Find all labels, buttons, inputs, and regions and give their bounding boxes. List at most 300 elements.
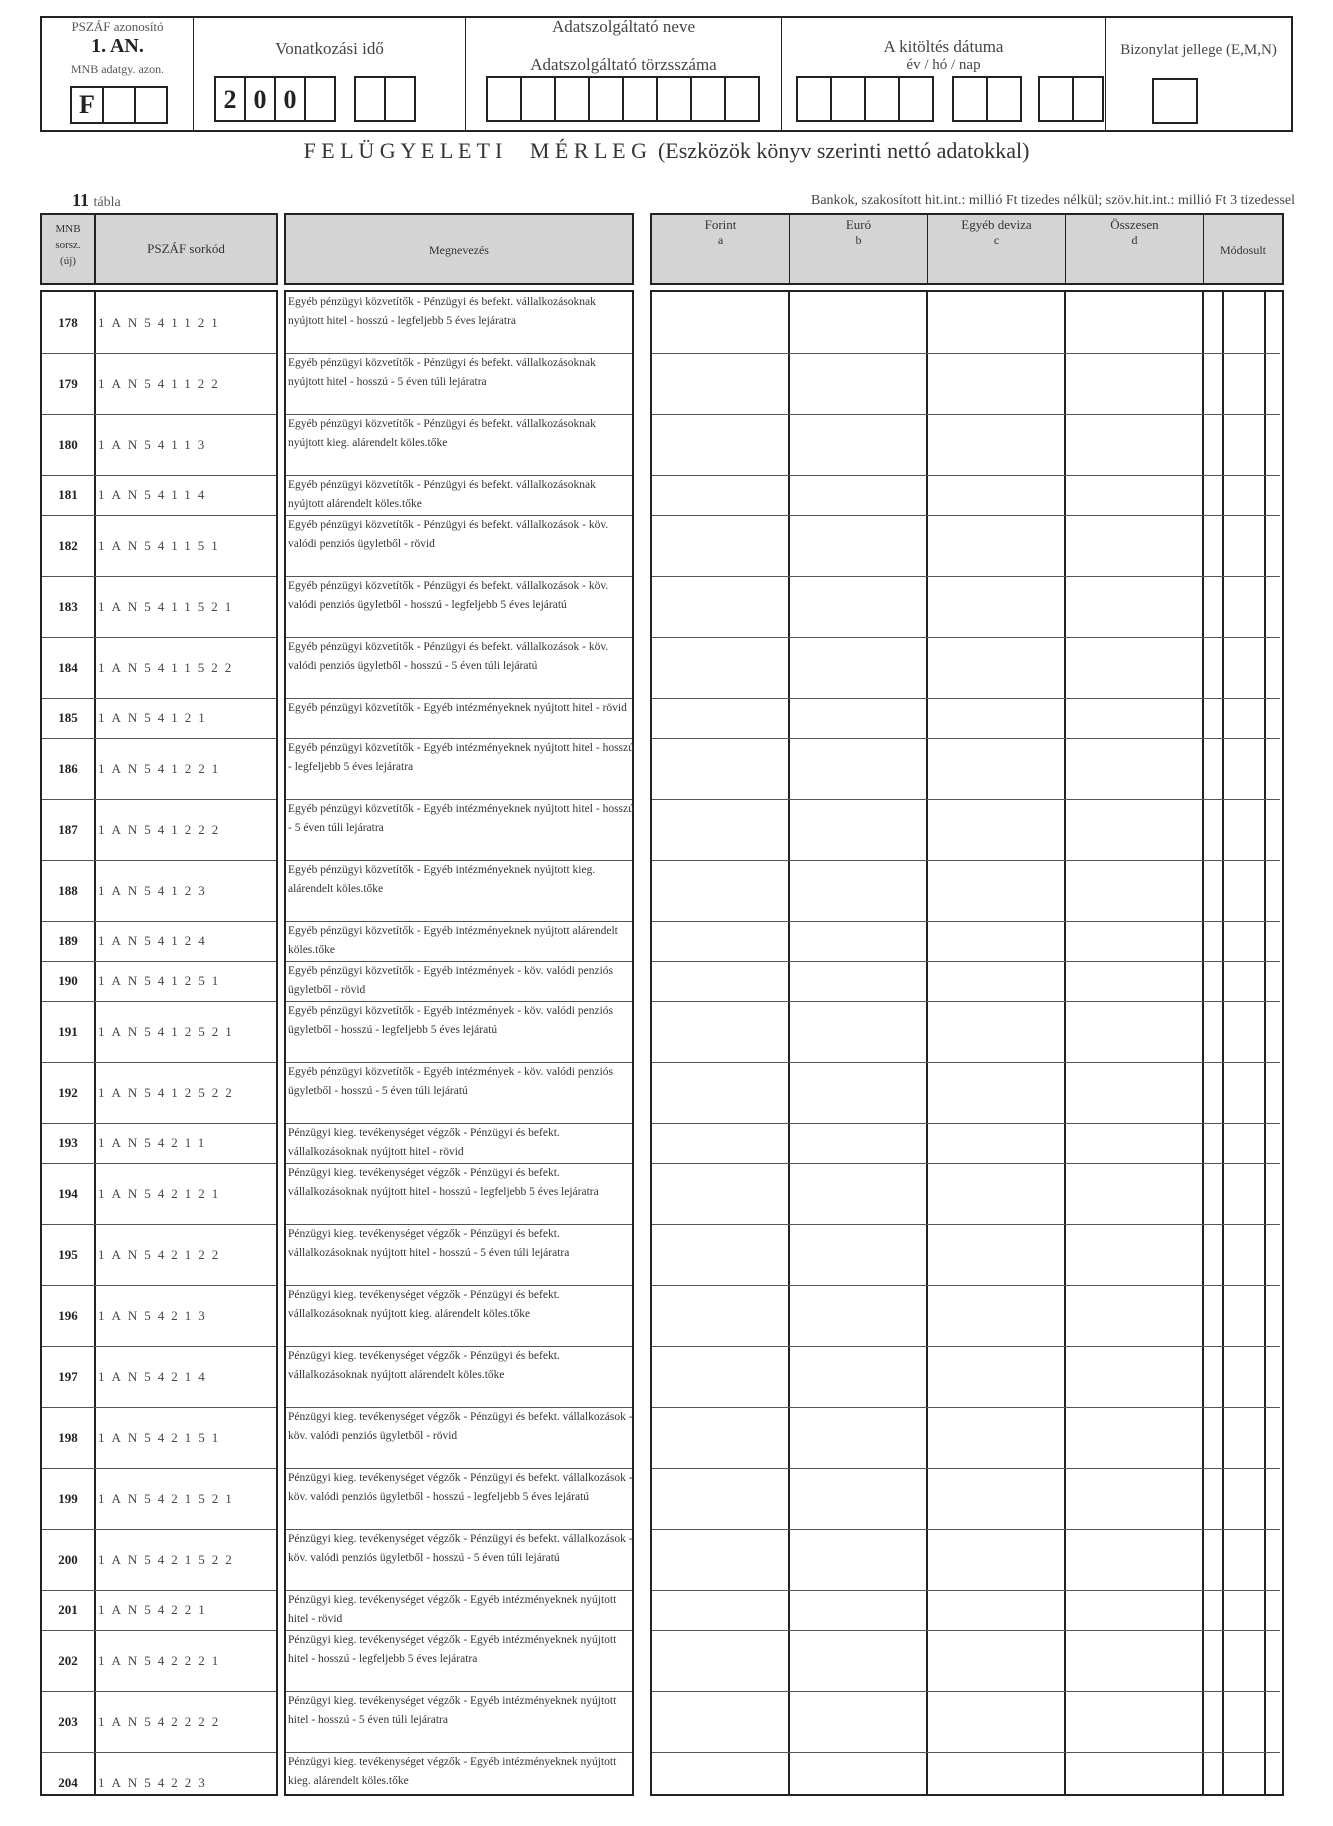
forint-cell[interactable] (652, 1630, 788, 1691)
date-cell (782, 18, 1106, 130)
row-code: 1AN54221 (98, 1602, 212, 1617)
egyeb-cell[interactable] (928, 1001, 1064, 1062)
provider-id-box-2[interactable] (520, 76, 556, 122)
row-divider (42, 1163, 276, 1164)
osszesen-cell[interactable] (1066, 1224, 1202, 1285)
row-number: 192 (58, 1084, 78, 1100)
egyeb-cell[interactable] (928, 1285, 1064, 1346)
row-divider (42, 799, 276, 800)
row-description: Egyéb pénzügyi közvetítők - Egyéb intézményeknek nyújtott alárendelt köles.tőke (288, 925, 618, 956)
egyeb-cell[interactable] (928, 1590, 1064, 1630)
euro-cell[interactable] (790, 961, 926, 1001)
row-divider (42, 1001, 276, 1002)
modosult-cell[interactable] (1224, 1224, 1266, 1285)
period-digit-5[interactable] (354, 76, 386, 122)
egyeb-cell[interactable] (928, 1691, 1064, 1752)
provider-id-box-4[interactable] (588, 76, 624, 122)
egyeb-cell[interactable] (928, 1062, 1064, 1123)
row-number: 194 (58, 1185, 78, 1201)
col-header-mnb-label: MNB sorsz. (új) (55, 223, 81, 267)
forint-letter: a (717, 233, 724, 247)
date-month-1[interactable] (952, 76, 988, 122)
row-description: Pénzügyi kieg. tevékenységet végzők - Pénzügyi és befekt. vállalkozásoknak nyújtott hitel - rövid (288, 1127, 560, 1158)
row-number: 198 (58, 1429, 78, 1445)
osszesen-cell[interactable] (1066, 292, 1202, 353)
euro-cell[interactable] (790, 1062, 926, 1123)
row-code: 1AN5421522 (98, 1551, 239, 1567)
col-header-forint (652, 215, 790, 283)
row-code: 1AN5412521 (98, 1023, 239, 1039)
osszesen-cell[interactable] (1066, 515, 1202, 576)
egyeb-cell[interactable] (928, 921, 1064, 961)
euro-cell[interactable] (790, 1346, 926, 1407)
row-code: 1AN54121 (98, 710, 212, 725)
row-divider (42, 1224, 276, 1225)
provider-id-box-6[interactable] (656, 76, 692, 122)
row-description: Egyéb pénzügyi közvetítők - Pénzügyi és befekt. vállalkozások - köv. valódi penziós ügyletből - hosszú - 5 éven túli lejáratú (288, 641, 609, 672)
mnb-box-3[interactable] (134, 86, 168, 124)
modosult-cell[interactable] (1224, 292, 1266, 353)
euro-cell[interactable] (790, 921, 926, 961)
row-number: 185 (58, 710, 78, 725)
period-digit-4[interactable] (304, 76, 336, 122)
osszesen-cell[interactable] (1066, 921, 1202, 961)
units-note: Bankok, szakosított hit.int.: millió Ft tizedes nélkül; szöv.hit.int.: millió Ft 3 tizedessel (810, 193, 1295, 208)
modosult-cell[interactable] (1224, 1752, 1266, 1813)
mnb-box-1[interactable]: F (70, 86, 104, 124)
modosult-cell[interactable] (1224, 1691, 1266, 1752)
forint-cell[interactable] (652, 475, 788, 515)
osszesen-cell[interactable] (1066, 1752, 1202, 1813)
pszaf-id-cell (42, 18, 194, 130)
forint-cell[interactable] (652, 1123, 788, 1163)
euro-cell[interactable] (790, 1163, 926, 1224)
mnb-box-2[interactable] (102, 86, 136, 124)
date-year-2[interactable] (830, 76, 866, 122)
modosult-cell[interactable] (1224, 698, 1266, 738)
row-description: Egyéb pénzügyi közvetítők - Pénzügyi és befekt. vállalkozásoknak nyújtott kieg. alárendelt köles.tőke (288, 418, 596, 449)
row-number: 204 (58, 1774, 78, 1790)
row-divider (42, 860, 276, 861)
forint-cell[interactable] (652, 1529, 788, 1590)
egyeb-cell[interactable] (928, 799, 1064, 860)
egyeb-cell[interactable] (928, 475, 1064, 515)
modosult-cell[interactable] (1224, 515, 1266, 576)
osszesen-cell[interactable] (1066, 1285, 1202, 1346)
row-number: 191 (58, 1023, 78, 1039)
row-number: 196 (58, 1307, 78, 1323)
row-number: 183 (58, 598, 78, 614)
forint-cell[interactable] (652, 353, 788, 414)
modosult-label: Módosult (1219, 243, 1266, 257)
row-code: 1AN54211 (98, 1135, 212, 1150)
row-divider (42, 353, 276, 354)
forint-cell[interactable] (652, 961, 788, 1001)
forint-cell[interactable] (652, 921, 788, 961)
euro-cell[interactable] (790, 698, 926, 738)
egyeb-cell[interactable] (928, 1346, 1064, 1407)
row-divider (42, 738, 276, 739)
forint-cell[interactable] (652, 1285, 788, 1346)
row-divider (42, 1529, 276, 1530)
modosult-cell[interactable] (1224, 1346, 1266, 1407)
row-description: Pénzügyi kieg. tevékenységet végzők - Pénzügyi és befekt. vállalkozásoknak nyújtott kieg. alárendelt köles.tőke (288, 1289, 560, 1320)
row-code: 1AN541121 (98, 314, 225, 330)
modosult-cell[interactable] (1224, 1285, 1266, 1346)
row-number: 187 (58, 821, 78, 837)
euro-cell[interactable] (790, 292, 926, 353)
row-code: 1AN541222 (98, 821, 226, 837)
row-number: 193 (58, 1135, 78, 1150)
row-description: Pénzügyi kieg. tevékenységet végzők - Pénzügyi és befekt. vállalkozások - köv. valódi penziós ügyletből - hosszú - legfeljebb 5 éves lejáratú (288, 1472, 633, 1503)
period-digit-6[interactable] (384, 76, 416, 122)
osszesen-cell[interactable] (1066, 698, 1202, 738)
provider-id-box-5[interactable] (622, 76, 658, 122)
mnb-label: MNB adatgy. azon. (70, 62, 165, 76)
row-divider (42, 1630, 276, 1631)
row-description: Pénzügyi kieg. tevékenységet végzők - Egyéb intézményeknek nyújtott hitel - hosszú - legfeljebb 5 éves lejáratra (288, 1634, 617, 1665)
row-code: 1AN54213 (98, 1307, 212, 1323)
row-divider (42, 1468, 276, 1469)
forint-cell[interactable] (652, 1752, 788, 1813)
euro-cell[interactable] (790, 1691, 926, 1752)
row-divider (42, 1590, 276, 1591)
doc-type-cell (1106, 18, 1291, 130)
forint-cell[interactable] (652, 1468, 788, 1529)
row-divider (42, 961, 276, 962)
row-number: 195 (58, 1246, 78, 1262)
col-header-euro (790, 215, 928, 283)
osszesen-cell[interactable] (1066, 799, 1202, 860)
row-divider (42, 1285, 276, 1286)
euro-cell[interactable] (790, 1630, 926, 1691)
date-year-3[interactable] (864, 76, 900, 122)
date-month-2[interactable] (986, 76, 1022, 122)
forint-cell[interactable] (652, 1224, 788, 1285)
col-header-values (650, 213, 1284, 285)
row-number: 181 (58, 487, 78, 502)
osszesen-cell[interactable] (1066, 1468, 1202, 1529)
forint-cell[interactable] (652, 1001, 788, 1062)
row-divider (42, 1752, 276, 1753)
row-description: Egyéb pénzügyi közvetítők - Pénzügyi és befekt. vállalkozásoknak nyújtott alárendelt köles.tőke (288, 479, 596, 510)
modosult-cell[interactable] (1224, 1407, 1266, 1468)
row-description: Egyéb pénzügyi közvetítők - Pénzügyi és befekt. vállalkozások - köv. valódi penziós ügyletből - hosszú - legfeljebb 5 éves lejáratú (288, 580, 609, 611)
col-header-megnevezes (284, 213, 634, 285)
euro-cell[interactable] (790, 1468, 926, 1529)
modosult-cell[interactable] (1224, 1630, 1266, 1691)
euro-cell[interactable] (790, 1529, 926, 1590)
egyeb-cell[interactable] (928, 1163, 1064, 1224)
row-divider (42, 1062, 276, 1063)
egyeb-label: Egyéb deviza (961, 217, 1032, 232)
osszesen-cell[interactable] (1066, 860, 1202, 921)
egyeb-cell[interactable] (928, 1123, 1064, 1163)
period-label: Vonatkozási idő (275, 39, 384, 58)
row-description: Egyéb pénzügyi közvetítők - Pénzügyi és befekt. vállalkozások - köv. valódi penziós ügyletből - rövid (288, 519, 609, 550)
osszesen-label: Összesen (1110, 217, 1159, 232)
row-code: 1AN5421521 (98, 1490, 239, 1506)
row-number: 190 (58, 973, 78, 988)
row-number: 199 (58, 1490, 78, 1506)
row-code: 1AN5412522 (98, 1084, 239, 1100)
osszesen-cell[interactable] (1066, 961, 1202, 1001)
osszesen-cell[interactable] (1066, 414, 1202, 475)
euro-cell[interactable] (790, 1590, 926, 1630)
row-number: 200 (58, 1551, 78, 1567)
date-label: A kitöltés dátuma (883, 37, 1004, 56)
modosult-cell[interactable] (1224, 1590, 1266, 1630)
row-number: 186 (58, 760, 78, 776)
row-code: 1AN542221 (98, 1652, 226, 1668)
forint-cell[interactable] (652, 1590, 788, 1630)
egyeb-cell[interactable] (928, 414, 1064, 475)
row-code: 1AN541122 (98, 375, 225, 391)
modosult-cell[interactable] (1224, 1163, 1266, 1224)
osszesen-cell[interactable] (1066, 738, 1202, 799)
row-description: Pénzügyi kieg. tevékenységet végzők - Egyéb intézményeknek nyújtott hitel - hosszú - 5 éven túli lejáratra (288, 1695, 617, 1726)
osszesen-cell[interactable] (1066, 576, 1202, 637)
page-title: F E L Ü G Y E L E T I M É R L E G (Eszközök könyv szerinti nettó adatokkal) (303, 138, 1030, 163)
row-number: 182 (58, 537, 78, 553)
row-number: 184 (58, 659, 78, 675)
modosult-cell[interactable] (1224, 1062, 1266, 1123)
col-header-osszesen (1066, 215, 1204, 283)
modosult-cell[interactable] (1224, 1001, 1266, 1062)
modosult-cell[interactable] (1224, 1529, 1266, 1590)
row-code: 1AN54114 (98, 487, 212, 502)
osszesen-cell[interactable] (1066, 1630, 1202, 1691)
forint-cell[interactable] (652, 515, 788, 576)
egyeb-cell[interactable] (928, 515, 1064, 576)
provider-name-label: Adatszolgáltató neve (551, 17, 696, 36)
row-number: 188 (58, 882, 78, 898)
osszesen-cell[interactable] (1066, 1590, 1202, 1630)
euro-letter: b (855, 233, 862, 247)
forint-cell[interactable] (652, 1163, 788, 1224)
col-header-pszaf-label: PSZÁF sorkód (147, 241, 225, 256)
forint-cell[interactable] (652, 738, 788, 799)
euro-cell[interactable] (790, 1752, 926, 1813)
row-description: Egyéb pénzügyi közvetítők - Egyéb intézményeknek nyújtott hitel - hosszú - 5 éven túli lejáratra (288, 803, 634, 834)
forint-cell[interactable] (652, 1691, 788, 1752)
period-cell (194, 18, 466, 130)
row-description: Egyéb pénzügyi közvetítők - Egyéb intézményeknek nyújtott hitel - hosszú - legfeljebb 5 éves lejáratra (288, 742, 634, 773)
euro-cell[interactable] (790, 1123, 926, 1163)
col-header-megnevezes-label: Megnevezés (429, 243, 489, 257)
row-code: 1AN5411521 (98, 598, 239, 614)
egyeb-cell[interactable] (928, 1468, 1064, 1529)
row-number: 189 (58, 933, 78, 948)
row-divider (42, 414, 276, 415)
period-digit-3[interactable]: 0 (274, 76, 306, 122)
osszesen-cell[interactable] (1066, 1407, 1202, 1468)
modosult-cell[interactable] (1224, 576, 1266, 637)
euro-cell[interactable] (790, 576, 926, 637)
doc-type-label: Bizonylat jellege (E,M,N) (1120, 42, 1277, 58)
row-code: 1AN541251 (98, 973, 226, 988)
osszesen-cell[interactable] (1066, 1062, 1202, 1123)
euro-cell[interactable] (790, 515, 926, 576)
row-description: Pénzügyi kieg. tevékenységet végzők - Pénzügyi és befekt. vállalkozásoknak nyújtott hitel - hosszú - 5 éven túli lejáratra (288, 1228, 570, 1259)
col-header-mnb (40, 213, 96, 285)
row-divider (42, 1123, 276, 1124)
row-code: 1AN5411522 (98, 659, 239, 675)
row-divider (42, 515, 276, 516)
forint-cell[interactable] (652, 576, 788, 637)
row-code: 1AN542151 (98, 1429, 226, 1445)
euro-cell[interactable] (790, 353, 926, 414)
row-description: Egyéb pénzügyi közvetítők - Egyéb intézményeknek nyújtott kieg. alárendelt köles.tőke (288, 864, 596, 895)
modosult-cell[interactable] (1224, 637, 1266, 698)
osszesen-letter: d (1131, 233, 1138, 247)
egyeb-cell[interactable] (928, 576, 1064, 637)
forint-label: Forint (704, 217, 737, 232)
osszesen-cell[interactable] (1066, 475, 1202, 515)
forint-cell[interactable] (652, 1346, 788, 1407)
provider-id-box-8[interactable] (724, 76, 760, 122)
row-code: 1AN542222 (98, 1713, 226, 1729)
egyeb-cell[interactable] (928, 698, 1064, 738)
modosult-cell[interactable] (1224, 860, 1266, 921)
forint-cell[interactable] (652, 637, 788, 698)
egyeb-cell[interactable] (928, 1224, 1064, 1285)
doc-type-box[interactable] (1152, 78, 1198, 124)
forint-cell[interactable] (652, 860, 788, 921)
euro-cell[interactable] (790, 414, 926, 475)
forint-cell[interactable] (652, 292, 788, 353)
euro-cell[interactable] (790, 637, 926, 698)
row-description: Egyéb pénzügyi közvetítők - Egyéb intézmények - köv. valódi penziós ügyletből - hosszú - legfeljebb 5 éves lejáratú (288, 1005, 613, 1036)
date-year-4[interactable] (898, 76, 934, 122)
row-code: 1AN54124 (98, 933, 212, 948)
row-number: 203 (58, 1713, 78, 1729)
col-header-modosult (1204, 215, 1282, 283)
egyeb-letter: c (993, 233, 1000, 247)
row-number: 180 (58, 436, 78, 452)
egyeb-cell[interactable] (928, 860, 1064, 921)
modosult-cell[interactable] (1224, 1468, 1266, 1529)
provider-id-box-7[interactable] (690, 76, 726, 122)
modosult-cell[interactable] (1224, 475, 1266, 515)
row-code: 1AN54113 (98, 436, 212, 452)
row-number: 202 (58, 1652, 78, 1668)
row-description: Pénzügyi kieg. tevékenységet végzők - Pénzügyi és befekt. vállalkozásoknak nyújtott hitel - hosszú - legfeljebb 5 éves lejáratra (288, 1167, 599, 1198)
euro-cell[interactable] (790, 1407, 926, 1468)
egyeb-cell[interactable] (928, 1752, 1064, 1813)
row-description: Egyéb pénzügyi közvetítők - Egyéb intézmények - köv. valódi penziós ügyletből - rövid (288, 965, 613, 996)
pszaf-label: PSZÁF azonosító (71, 19, 164, 34)
row-divider (42, 1407, 276, 1408)
date-year-1[interactable] (796, 76, 832, 122)
row-divider (42, 475, 276, 476)
provider-cell (466, 18, 782, 130)
euro-cell[interactable] (790, 1224, 926, 1285)
row-code: 1AN54223 (98, 1774, 212, 1790)
row-description: Pénzügyi kieg. tevékenységet végzők - Egyéb intézményeknek nyújtott hitel - rövid (288, 1594, 617, 1625)
period-digit-2[interactable]: 0 (244, 76, 276, 122)
egyeb-cell[interactable] (928, 292, 1064, 353)
row-code: 1AN542122 (98, 1246, 226, 1262)
modosult-cell[interactable] (1224, 353, 1266, 414)
row-divider (42, 637, 276, 638)
row-divider (42, 921, 276, 922)
provider-id-box-3[interactable] (554, 76, 590, 122)
modosult-cell[interactable] (1224, 961, 1266, 1001)
osszesen-cell[interactable] (1066, 1123, 1202, 1163)
osszesen-cell[interactable] (1066, 1529, 1202, 1590)
egyeb-cell[interactable] (928, 1529, 1064, 1590)
row-description: Egyéb pénzügyi közvetítők - Egyéb intézmények - köv. valódi penziós ügyletből - hosszú - 5 éven túli lejáratú (288, 1066, 613, 1097)
osszesen-cell[interactable] (1066, 1691, 1202, 1752)
euro-cell[interactable] (790, 1285, 926, 1346)
modosult-cell[interactable] (1224, 799, 1266, 860)
euro-cell[interactable] (790, 1001, 926, 1062)
row-description: Pénzügyi kieg. tevékenységet végzők - Egyéb intézményeknek nyújtott kieg. alárendelt köles.tőke (288, 1756, 617, 1787)
provider-id-box-1[interactable] (486, 76, 522, 122)
row-code: 1AN542121 (98, 1185, 226, 1201)
period-digit-1[interactable]: 2 (214, 76, 246, 122)
table-number-value: 11 (72, 190, 90, 210)
forint-cell[interactable] (652, 698, 788, 738)
row-number: 178 (58, 314, 78, 330)
egyeb-cell[interactable] (928, 353, 1064, 414)
egyeb-cell[interactable] (928, 1630, 1064, 1691)
row-code: 1AN541151 (98, 537, 225, 553)
table-number-word: tábla (93, 195, 121, 210)
provider-id-label: Adatszolgáltató törzsszáma (530, 55, 717, 74)
row-description: Pénzügyi kieg. tevékenységet végzők - Pénzügyi és befekt. vállalkozások - köv. valódi penziós ügyletből - rövid (288, 1411, 633, 1442)
egyeb-cell[interactable] (928, 961, 1064, 1001)
osszesen-cell[interactable] (1066, 353, 1202, 414)
row-number: 201 (58, 1602, 78, 1617)
euro-cell[interactable] (790, 860, 926, 921)
date-day-2[interactable] (1072, 76, 1104, 122)
egyeb-cell[interactable] (928, 637, 1064, 698)
euro-cell[interactable] (790, 738, 926, 799)
row-divider (42, 698, 276, 699)
osszesen-cell[interactable] (1066, 637, 1202, 698)
egyeb-cell[interactable] (928, 738, 1064, 799)
row-description: Egyéb pénzügyi közvetítők - Egyéb intézményeknek nyújtott hitel - rövid (288, 702, 627, 714)
forint-cell[interactable] (652, 1062, 788, 1123)
modosult-cell[interactable] (1224, 414, 1266, 475)
form-header (40, 16, 1293, 132)
modosult-cell[interactable] (1224, 738, 1266, 799)
modosult-cell[interactable] (1224, 921, 1266, 961)
forint-cell[interactable] (652, 799, 788, 860)
euro-cell[interactable] (790, 799, 926, 860)
row-description: Pénzügyi kieg. tevékenységet végzők - Pénzügyi és befekt. vállalkozásoknak nyújtott alárendelt köles.tőke (288, 1350, 560, 1381)
row-description: Egyéb pénzügyi közvetítők - Pénzügyi és befekt. vállalkozásoknak nyújtott hitel - hosszú - legfeljebb 5 éves lejáratra (288, 296, 596, 327)
euro-label: Euró (845, 217, 872, 232)
row-code: 1AN54123 (98, 882, 212, 898)
col-header-pszaf (94, 213, 278, 285)
row-number: 197 (58, 1368, 78, 1384)
row-description: Pénzügyi kieg. tevékenységet végzők - Pénzügyi és befekt. vállalkozások - köv. valódi penziós ügyletből - hosszú - 5 éven túli lejáratú (288, 1533, 633, 1564)
osszesen-cell[interactable] (1066, 1346, 1202, 1407)
date-day-1[interactable] (1038, 76, 1074, 122)
osszesen-cell[interactable] (1066, 1163, 1202, 1224)
row-number: 179 (58, 375, 78, 391)
euro-cell[interactable] (790, 475, 926, 515)
row-divider (42, 1691, 276, 1692)
forint-cell[interactable] (652, 414, 788, 475)
modosult-cell[interactable] (1224, 1123, 1266, 1163)
egyeb-cell[interactable] (928, 1407, 1064, 1468)
osszesen-cell[interactable] (1066, 1001, 1202, 1062)
forint-cell[interactable] (652, 1407, 788, 1468)
